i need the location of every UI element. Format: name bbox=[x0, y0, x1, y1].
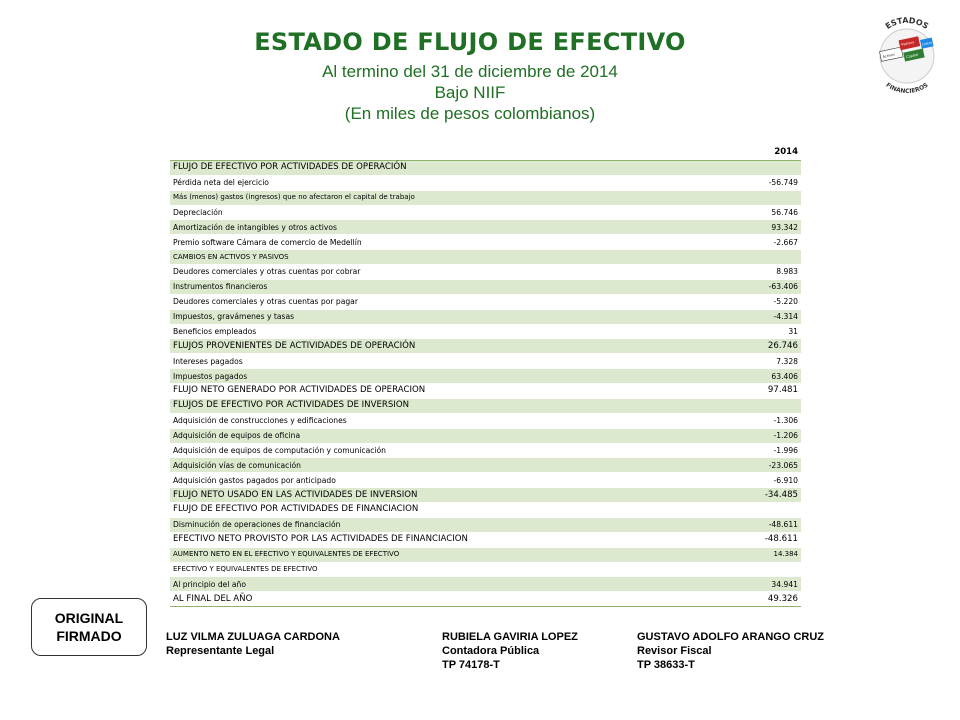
row-value: 49.326 bbox=[715, 592, 801, 607]
table-row bbox=[170, 265, 801, 280]
row-label: Instrumentos financieros bbox=[170, 279, 715, 294]
signature-accountant bbox=[442, 630, 578, 672]
table-row bbox=[170, 205, 801, 220]
table-header-label bbox=[170, 146, 715, 160]
row-value: -34.485 bbox=[715, 488, 801, 503]
row-label: Pérdida neta del ejercicio bbox=[170, 175, 715, 190]
row-label: Deudores comerciales y otras cuentas por cobrar bbox=[170, 265, 715, 280]
logo-box-activos: Activos bbox=[882, 52, 896, 60]
row-value: -1.206 bbox=[715, 428, 801, 443]
table-row bbox=[170, 279, 801, 294]
logo-bottom-text: FINANCIEROS bbox=[884, 81, 930, 94]
signature-role: Representante Legal bbox=[166, 645, 275, 657]
table-row bbox=[170, 532, 801, 547]
table-row bbox=[170, 488, 801, 503]
table-row bbox=[170, 369, 801, 384]
row-value bbox=[715, 250, 801, 265]
signature-name: RUBIELA GAVIRIA LOPEZ bbox=[442, 631, 578, 643]
row-value: 7.328 bbox=[715, 354, 801, 369]
row-value: -4.314 bbox=[715, 309, 801, 324]
row-label: Beneficios empleados bbox=[170, 324, 715, 339]
row-label: FLUJO NETO USADO EN LAS ACTIVIDADES DE INVERSION bbox=[170, 488, 715, 503]
row-label: Adquisición de construcciones y edificaciones bbox=[170, 413, 715, 428]
row-value: 26.746 bbox=[715, 339, 801, 354]
row-label: Deudores comerciales y otras cuentas por pagar bbox=[170, 294, 715, 309]
table-row bbox=[170, 473, 801, 488]
table-row bbox=[170, 562, 801, 577]
table-row bbox=[170, 354, 801, 369]
cash-flow-table bbox=[170, 146, 801, 607]
stamp-line-1: ORIGINAL bbox=[54, 610, 124, 626]
subtitle-standard: Bajo NIIF bbox=[434, 83, 506, 102]
table-row bbox=[170, 324, 801, 339]
table-row bbox=[170, 220, 801, 235]
logo-box-costos: Costos bbox=[921, 40, 933, 47]
table-row bbox=[170, 592, 801, 607]
table-row bbox=[170, 160, 801, 175]
row-label: Premio software Cámara de comercio de Medellín bbox=[170, 235, 715, 250]
row-value: -56.749 bbox=[715, 175, 801, 190]
row-value bbox=[715, 398, 801, 413]
table-row bbox=[170, 547, 801, 562]
row-label: Amortización de intangibles y otros activos bbox=[170, 220, 715, 235]
subtitle-units: (En miles de pesos colombianos) bbox=[344, 104, 596, 123]
row-value: 93.342 bbox=[715, 220, 801, 235]
row-value: -6.910 bbox=[715, 473, 801, 488]
page-title: ESTADO DE FLUJO DE EFECTIVO bbox=[254, 28, 686, 56]
row-label: Intereses pagados bbox=[170, 354, 715, 369]
row-label: Al principio del año bbox=[170, 577, 715, 592]
table-row bbox=[170, 384, 801, 399]
row-value: -48.611 bbox=[715, 517, 801, 532]
table-row bbox=[170, 250, 801, 265]
row-label: Adquisición vías de comunicación bbox=[170, 458, 715, 473]
table-row bbox=[170, 517, 801, 532]
row-label: FLUJO NETO GENERADO POR ACTIVIDADES DE OPERACION bbox=[170, 384, 715, 399]
row-label: Impuestos, gravámenes y tasas bbox=[170, 309, 715, 324]
row-value bbox=[715, 190, 801, 205]
row-label: FLUJOS PROVENIENTES DE ACTIVIDADES DE OPERACIÓN bbox=[170, 339, 715, 354]
row-value: -63.406 bbox=[715, 279, 801, 294]
table-row bbox=[170, 294, 801, 309]
table-row bbox=[170, 458, 801, 473]
row-label: FLUJO DE EFECTIVO POR ACTIVIDADES DE OPERACIÓN bbox=[170, 160, 715, 175]
row-label: FLUJO DE EFECTIVO POR ACTIVIDADES DE FINANCIACION bbox=[170, 503, 715, 518]
table-row bbox=[170, 175, 801, 190]
original-firmado-stamp bbox=[31, 598, 147, 656]
logo-top-text: ESTADOS bbox=[883, 15, 931, 31]
row-value bbox=[715, 160, 801, 175]
signature-tp: TP 38633-T bbox=[637, 659, 695, 671]
row-value: 63.406 bbox=[715, 369, 801, 384]
row-value bbox=[715, 503, 801, 518]
row-label: Adquisición de equipos de computación y comunicación bbox=[170, 443, 715, 458]
table-row bbox=[170, 503, 801, 518]
row-value: 97.481 bbox=[715, 384, 801, 399]
table-row bbox=[170, 398, 801, 413]
stamp-line-2: FIRMADO bbox=[56, 628, 122, 644]
row-label: CAMBIOS EN ACTIVOS Y PASIVOS bbox=[170, 250, 715, 265]
table-header-row bbox=[170, 146, 801, 160]
row-value: -48.611 bbox=[715, 532, 801, 547]
table-row bbox=[170, 339, 801, 354]
row-value: 56.746 bbox=[715, 205, 801, 220]
row-label: EFECTIVO Y EQUIVALENTES DE EFECTIVO bbox=[170, 562, 715, 577]
row-value: 31 bbox=[715, 324, 801, 339]
row-value: -23.065 bbox=[715, 458, 801, 473]
signature-tp: TP 74178-T bbox=[442, 659, 500, 671]
row-value: -5.220 bbox=[715, 294, 801, 309]
signature-role: Revisor Fiscal bbox=[637, 645, 712, 657]
estados-financieros-logo bbox=[862, 12, 952, 94]
table-row bbox=[170, 190, 801, 205]
row-label: FLUJOS DE EFECTIVO POR ACTIVIDADES DE INVERSION bbox=[170, 398, 715, 413]
row-value bbox=[715, 562, 801, 577]
signature-role: Contadora Pública bbox=[442, 645, 540, 657]
row-label: EFECTIVO NETO PROVISTO POR LAS ACTIVIDADES DE FINANCIACION bbox=[170, 532, 715, 547]
subtitle-date: Al termino del 31 de diciembre de 2014 bbox=[322, 62, 618, 81]
row-value: 34.941 bbox=[715, 577, 801, 592]
logo-box-pasivos: Pasivos bbox=[901, 40, 915, 47]
row-label: Disminución de operaciones de financiación bbox=[170, 517, 715, 532]
row-label: Depreciación bbox=[170, 205, 715, 220]
row-label: Más (menos) gastos (ingresos) que no afectaron el capital de trabajo bbox=[170, 190, 715, 205]
row-label: Adquisición de equipos de oficina bbox=[170, 428, 715, 443]
signature-name: LUZ VILMA ZULUAGA CARDONA bbox=[166, 631, 340, 643]
table-row bbox=[170, 413, 801, 428]
signature-fiscal-auditor bbox=[637, 630, 824, 672]
table-row bbox=[170, 577, 801, 592]
row-value: -1.996 bbox=[715, 443, 801, 458]
row-value: -2.667 bbox=[715, 235, 801, 250]
table-row bbox=[170, 309, 801, 324]
row-value: 14.384 bbox=[715, 547, 801, 562]
table-row bbox=[170, 428, 801, 443]
signature-name: GUSTAVO ADOLFO ARANGO CRUZ bbox=[637, 631, 824, 643]
row-label: AUMENTO NETO EN EL EFECTIVO Y EQUIVALENTES DE EFECTIVO bbox=[170, 547, 715, 562]
year-header: 2014 bbox=[715, 146, 801, 160]
row-value: 8.983 bbox=[715, 265, 801, 280]
row-label: Impuestos pagados bbox=[170, 369, 715, 384]
row-label: AL FINAL DEL AÑO bbox=[170, 592, 715, 607]
logo-box-capital: Capital bbox=[905, 52, 919, 60]
row-label: Adquisición gastos pagados por anticipado bbox=[170, 473, 715, 488]
table-row bbox=[170, 443, 801, 458]
table-row bbox=[170, 235, 801, 250]
row-value: -1.306 bbox=[715, 413, 801, 428]
signature-legal-representative bbox=[166, 630, 340, 658]
